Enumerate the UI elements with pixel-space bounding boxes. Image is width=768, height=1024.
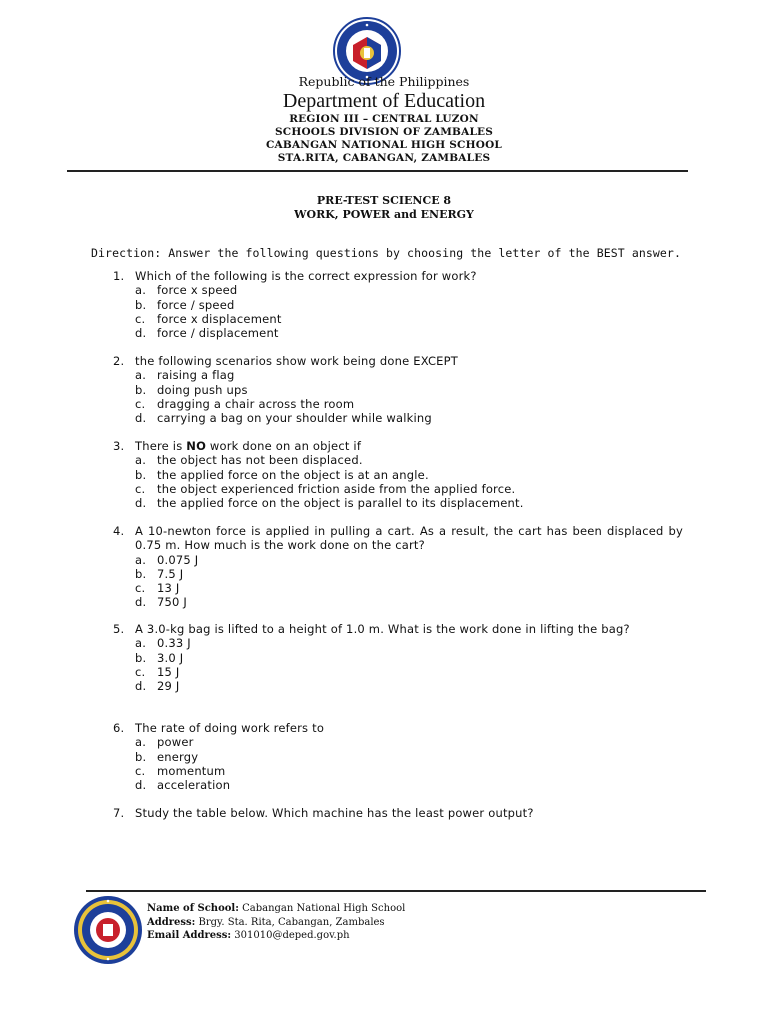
choice-text: the applied force on the object is at an angle. bbox=[157, 467, 429, 482]
choice-text: force x speed bbox=[157, 283, 238, 298]
choice-d bbox=[135, 595, 683, 609]
question-2 bbox=[113, 354, 683, 425]
choice-letter: d. bbox=[135, 326, 147, 341]
choice-a bbox=[135, 735, 683, 749]
choice-letter: b. bbox=[135, 467, 147, 482]
choice-letter: c. bbox=[135, 481, 146, 496]
footer-value: Brgy. Sta. Rita, Cabangan, Zambales bbox=[198, 916, 385, 928]
question-1 bbox=[113, 269, 683, 340]
division-line: SCHOOLS DIVISION OF ZAMBALES bbox=[274, 126, 494, 138]
footer-school bbox=[147, 902, 405, 916]
choice-letter: b. bbox=[135, 566, 147, 581]
choice-text: force x displacement bbox=[157, 311, 282, 326]
choice-a bbox=[135, 283, 683, 297]
choice-letter: d. bbox=[135, 411, 147, 426]
footer-email bbox=[147, 929, 405, 943]
school-seal-icon bbox=[73, 895, 143, 965]
footer-value: Cabangan National High School bbox=[242, 903, 406, 914]
question-stem: Study the table below. Which machine has the least power output? bbox=[135, 806, 534, 820]
choice-a bbox=[135, 553, 683, 567]
choice-text: power bbox=[157, 735, 194, 750]
choice-a bbox=[135, 636, 683, 650]
choice-letter: a. bbox=[135, 283, 147, 298]
choice-text: 7.5 J bbox=[157, 566, 184, 581]
choice-d bbox=[135, 326, 683, 340]
choice-text: acceleration bbox=[157, 778, 231, 793]
choice-b bbox=[135, 567, 683, 581]
footer-divider bbox=[86, 890, 706, 892]
choice-d bbox=[135, 679, 683, 693]
choice-letter: b. bbox=[135, 650, 147, 665]
choice-text: force / speed bbox=[157, 297, 235, 312]
choice-letter: b. bbox=[135, 297, 147, 312]
choice-letter: b. bbox=[135, 382, 147, 397]
choice-list bbox=[135, 553, 683, 610]
choice-letter: a. bbox=[135, 636, 147, 651]
choice-text: the object has not been displaced. bbox=[157, 453, 363, 468]
footer-label: Email Address: bbox=[147, 930, 232, 941]
choice-letter: a. bbox=[135, 735, 147, 750]
question-number: 4. bbox=[113, 524, 125, 538]
choice-letter: a. bbox=[135, 453, 147, 468]
choice-letter: d. bbox=[135, 679, 147, 694]
choice-d bbox=[135, 778, 683, 792]
choice-letter: c. bbox=[135, 664, 146, 679]
choice-b bbox=[135, 651, 683, 665]
choice-text: 13 J bbox=[157, 581, 180, 596]
footer-label: Address: bbox=[147, 916, 196, 928]
header-divider bbox=[67, 170, 688, 172]
choice-list bbox=[135, 636, 683, 693]
question-number: 6. bbox=[113, 721, 125, 735]
question-7 bbox=[113, 806, 683, 820]
question-3 bbox=[113, 439, 683, 510]
school-address-line: STA.RITA, CABANGAN, ZAMBALES bbox=[277, 152, 491, 164]
choice-list bbox=[135, 283, 683, 340]
choice-list bbox=[135, 735, 683, 792]
choice-b bbox=[135, 468, 683, 482]
choice-text: energy bbox=[157, 749, 199, 764]
choice-letter: d. bbox=[135, 496, 147, 511]
choice-c bbox=[135, 312, 683, 326]
choice-letter: d. bbox=[135, 595, 147, 610]
choice-text: 15 J bbox=[157, 664, 180, 679]
choice-c bbox=[135, 581, 683, 595]
choice-letter: c. bbox=[135, 581, 146, 596]
choice-text: 0.33 J bbox=[157, 636, 191, 651]
footer-value: 301010@deped.gov.ph bbox=[234, 930, 350, 941]
choice-c bbox=[135, 665, 683, 679]
choice-b bbox=[135, 383, 683, 397]
question-6 bbox=[113, 721, 683, 792]
question-number: 1. bbox=[113, 269, 125, 283]
question-stem: A 3.0-kg bag is lifted to a height of 1.0 m. What is the work done in lifting the bag? bbox=[135, 622, 630, 636]
question-number: 5. bbox=[113, 622, 125, 636]
question-5 bbox=[113, 622, 683, 693]
choice-b bbox=[135, 298, 683, 312]
choice-list bbox=[135, 453, 683, 510]
question-stem bbox=[135, 439, 683, 453]
choice-text: the applied force on the object is parallel to its displacement. bbox=[157, 496, 524, 511]
choice-d bbox=[135, 496, 683, 510]
choice-c bbox=[135, 397, 683, 411]
choice-a bbox=[135, 368, 683, 382]
choice-c bbox=[135, 482, 683, 496]
department-name: Department of Education bbox=[282, 90, 486, 112]
school-line: CABANGAN NATIONAL HIGH SCHOOL bbox=[265, 139, 503, 151]
choice-text: the object experienced friction aside from the applied force. bbox=[157, 481, 516, 496]
choice-letter: c. bbox=[135, 396, 146, 411]
choice-text: 0.075 J bbox=[157, 552, 199, 567]
choice-text: 29 J bbox=[157, 679, 180, 694]
question-stem: The rate of doing work refers to bbox=[135, 721, 325, 735]
question-stem: Which of the following is the correct expression for work? bbox=[135, 269, 477, 283]
choice-text: momentum bbox=[157, 763, 226, 778]
footer-label: Name of School: bbox=[147, 903, 239, 914]
choice-letter: a. bbox=[135, 552, 147, 567]
choice-c bbox=[135, 764, 683, 778]
footer-info bbox=[147, 902, 405, 943]
question-number: 7. bbox=[113, 806, 125, 820]
question-4 bbox=[113, 524, 683, 610]
republic-line: Republic of the Philippines bbox=[298, 74, 470, 89]
test-title: PRE-TEST SCIENCE 8 bbox=[316, 194, 452, 207]
direction-text: Direction: Answer the following questions by choosing the letter of the BEST answer. bbox=[91, 246, 681, 260]
choice-text: force / displacement bbox=[157, 326, 279, 341]
choice-text: dragging a chair across the room bbox=[157, 396, 355, 411]
choice-letter: c. bbox=[135, 763, 146, 778]
choice-text: 750 J bbox=[157, 595, 187, 610]
question-stem: A 10-newton force is applied in pulling a cart. As a result, the cart has been displaced by 0.75 m. How much is the work done on the cart? bbox=[135, 524, 683, 553]
choice-b bbox=[135, 750, 683, 764]
choice-list bbox=[135, 368, 683, 425]
choice-text: doing push ups bbox=[157, 382, 248, 397]
choice-text: 3.0 J bbox=[157, 650, 184, 665]
choice-letter: d. bbox=[135, 778, 147, 793]
footer-address bbox=[147, 916, 405, 930]
choice-text: raising a flag bbox=[157, 368, 235, 383]
choice-letter: a. bbox=[135, 368, 147, 383]
question-number: 2. bbox=[113, 354, 125, 368]
stem-part: There is bbox=[135, 439, 187, 453]
stem-part: work done on an object if bbox=[206, 439, 362, 453]
choice-a bbox=[135, 453, 683, 467]
region-line: REGION III – CENTRAL LUZON bbox=[289, 113, 479, 125]
choice-letter: b. bbox=[135, 749, 147, 764]
choice-letter: c. bbox=[135, 311, 146, 326]
choice-text: carrying a bag on your shoulder while walking bbox=[157, 411, 432, 426]
stem-emphasis: NO bbox=[186, 439, 207, 453]
question-stem: the following scenarios show work being done EXCEPT bbox=[135, 354, 459, 368]
question-number: 3. bbox=[113, 439, 125, 453]
test-subtitle: WORK, POWER and ENERGY bbox=[294, 208, 474, 221]
choice-d bbox=[135, 411, 683, 425]
